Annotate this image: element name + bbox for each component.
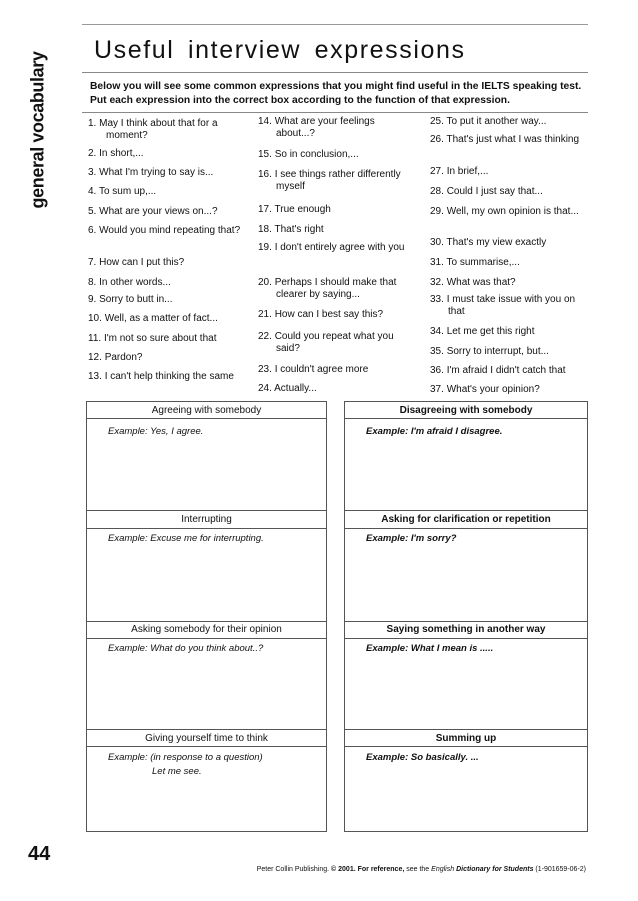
- box-divider: [86, 729, 327, 730]
- expression-item: 23. I couldn't agree more: [258, 364, 369, 375]
- box-heading: Summing up: [435, 733, 497, 744]
- box-heading: Disagreeing with somebody: [399, 405, 533, 416]
- box-divider: [344, 746, 588, 747]
- box-heading: Giving yourself time to think: [145, 733, 268, 744]
- box-divider: [344, 528, 588, 529]
- section-label: general vocabulary: [27, 51, 48, 209]
- expression-item: 13. I can't help thinking the same: [88, 371, 234, 382]
- expression-item: 12. Pardon?: [88, 352, 143, 363]
- box-divider: [86, 638, 327, 639]
- expression-item: 15. So in conclusion,...: [258, 149, 359, 160]
- box-heading: Saying something in another way: [386, 624, 546, 635]
- expression-item: 28. Could I just say that...: [430, 186, 543, 197]
- expression-item: 20. Perhaps I should make that clearer by saying...: [258, 277, 397, 300]
- box-example-line2: Let me see.: [152, 766, 202, 777]
- instructions: Below you will see some common expressions that you might find useful in the IELTS speaking test. Put each expression into the correct box according to the function of that expression.: [90, 81, 582, 106]
- box-divider: [344, 638, 588, 639]
- expression-item: 33. I must take issue with you on that: [430, 294, 576, 317]
- expression-item: 18. That's right: [258, 224, 324, 235]
- box-divider: [86, 528, 327, 529]
- box-heading: Agreeing with somebody: [151, 405, 262, 416]
- box-heading: Asking somebody for their opinion: [131, 624, 282, 635]
- top-divider: [82, 24, 588, 25]
- expression-item: 16. I see things rather differently myself: [258, 169, 401, 192]
- expression-item: 17. True enough: [258, 204, 331, 215]
- box-example: Example: I'm sorry?: [366, 533, 457, 544]
- title-divider: [82, 72, 588, 73]
- expression-item: 1. May I think about that for a moment?: [88, 118, 218, 141]
- expression-item: 2. In short,...: [88, 148, 144, 159]
- box-divider: [344, 621, 588, 622]
- expression-item: 37. What's your opinion?: [430, 384, 540, 395]
- expression-item: 5. What are your views on...?: [88, 206, 218, 217]
- box-divider: [344, 418, 588, 419]
- expression-item: 34. Let me get this right: [430, 326, 535, 337]
- box-heading: Interrupting: [181, 514, 232, 525]
- box-example: Example: What I mean is .....: [366, 643, 494, 654]
- function-boxes-right: [344, 401, 588, 832]
- box-example: Example: What do you think about..?: [108, 643, 264, 654]
- expression-item: 14. What are your feelings about...?: [258, 116, 375, 139]
- expression-item: 7. How can I put this?: [88, 257, 185, 268]
- expression-item: 29. Well, my own opinion is that...: [430, 206, 579, 217]
- expression-item: 4. To sum up,...: [88, 186, 157, 197]
- expression-item: 35. Sorry to interrupt, but...: [430, 346, 549, 357]
- expression-item: 9. Sorry to butt in...: [88, 294, 173, 305]
- expression-item: 25. To put it another way...: [430, 116, 547, 127]
- box-example: Example: I'm afraid I disagree.: [366, 426, 503, 437]
- expression-item: 21. How can I best say this?: [258, 309, 384, 320]
- expression-item: 27. In brief,...: [430, 166, 489, 177]
- box-divider: [86, 621, 327, 622]
- expression-item: 24. Actually...: [258, 383, 317, 394]
- expression-item: 6. Would you mind repeating that?: [88, 225, 241, 236]
- expression-item: 10. Well, as a matter of fact...: [88, 313, 218, 324]
- box-divider: [86, 510, 327, 511]
- box-divider: [86, 418, 327, 419]
- expression-item: 19. I don't entirely agree with you: [258, 242, 405, 253]
- box-example: Example: So basically. ...: [366, 752, 479, 763]
- page-number: 44: [28, 843, 51, 865]
- expression-item: 26. That's just what I was thinking: [430, 134, 580, 145]
- expression-item: 32. What was that?: [430, 277, 516, 288]
- function-boxes-left: [86, 401, 327, 832]
- box-divider: [86, 746, 327, 747]
- expression-item: 31. To summarise,...: [430, 257, 520, 268]
- box-example: Example: Excuse me for interrupting.: [108, 533, 264, 544]
- box-example: Example: Yes, I agree.: [108, 426, 204, 437]
- expression-item: 36. I'm afraid I didn't catch that: [430, 365, 566, 376]
- expression-item: 30. That's my view exactly: [430, 237, 547, 248]
- expression-item: 11. I'm not so sure about that: [88, 333, 217, 344]
- expression-item: 3. What I'm trying to say is...: [88, 167, 214, 178]
- expression-item: 22. Could you repeat what you said?: [258, 331, 394, 354]
- page-title: Useful interview expressions: [94, 36, 466, 64]
- box-divider: [344, 729, 588, 730]
- box-heading: Asking for clarification or repetition: [381, 514, 551, 525]
- footer-credit: Peter Collin Publishing. © 2001. For reference, see the English Dictionary for Students (1-901659-06-2): [256, 866, 586, 873]
- box-example: Example: (in response to a question): [108, 752, 263, 763]
- box-divider: [344, 510, 588, 511]
- expression-item: 8. In other words...: [88, 277, 171, 288]
- instructions-divider: [82, 112, 588, 113]
